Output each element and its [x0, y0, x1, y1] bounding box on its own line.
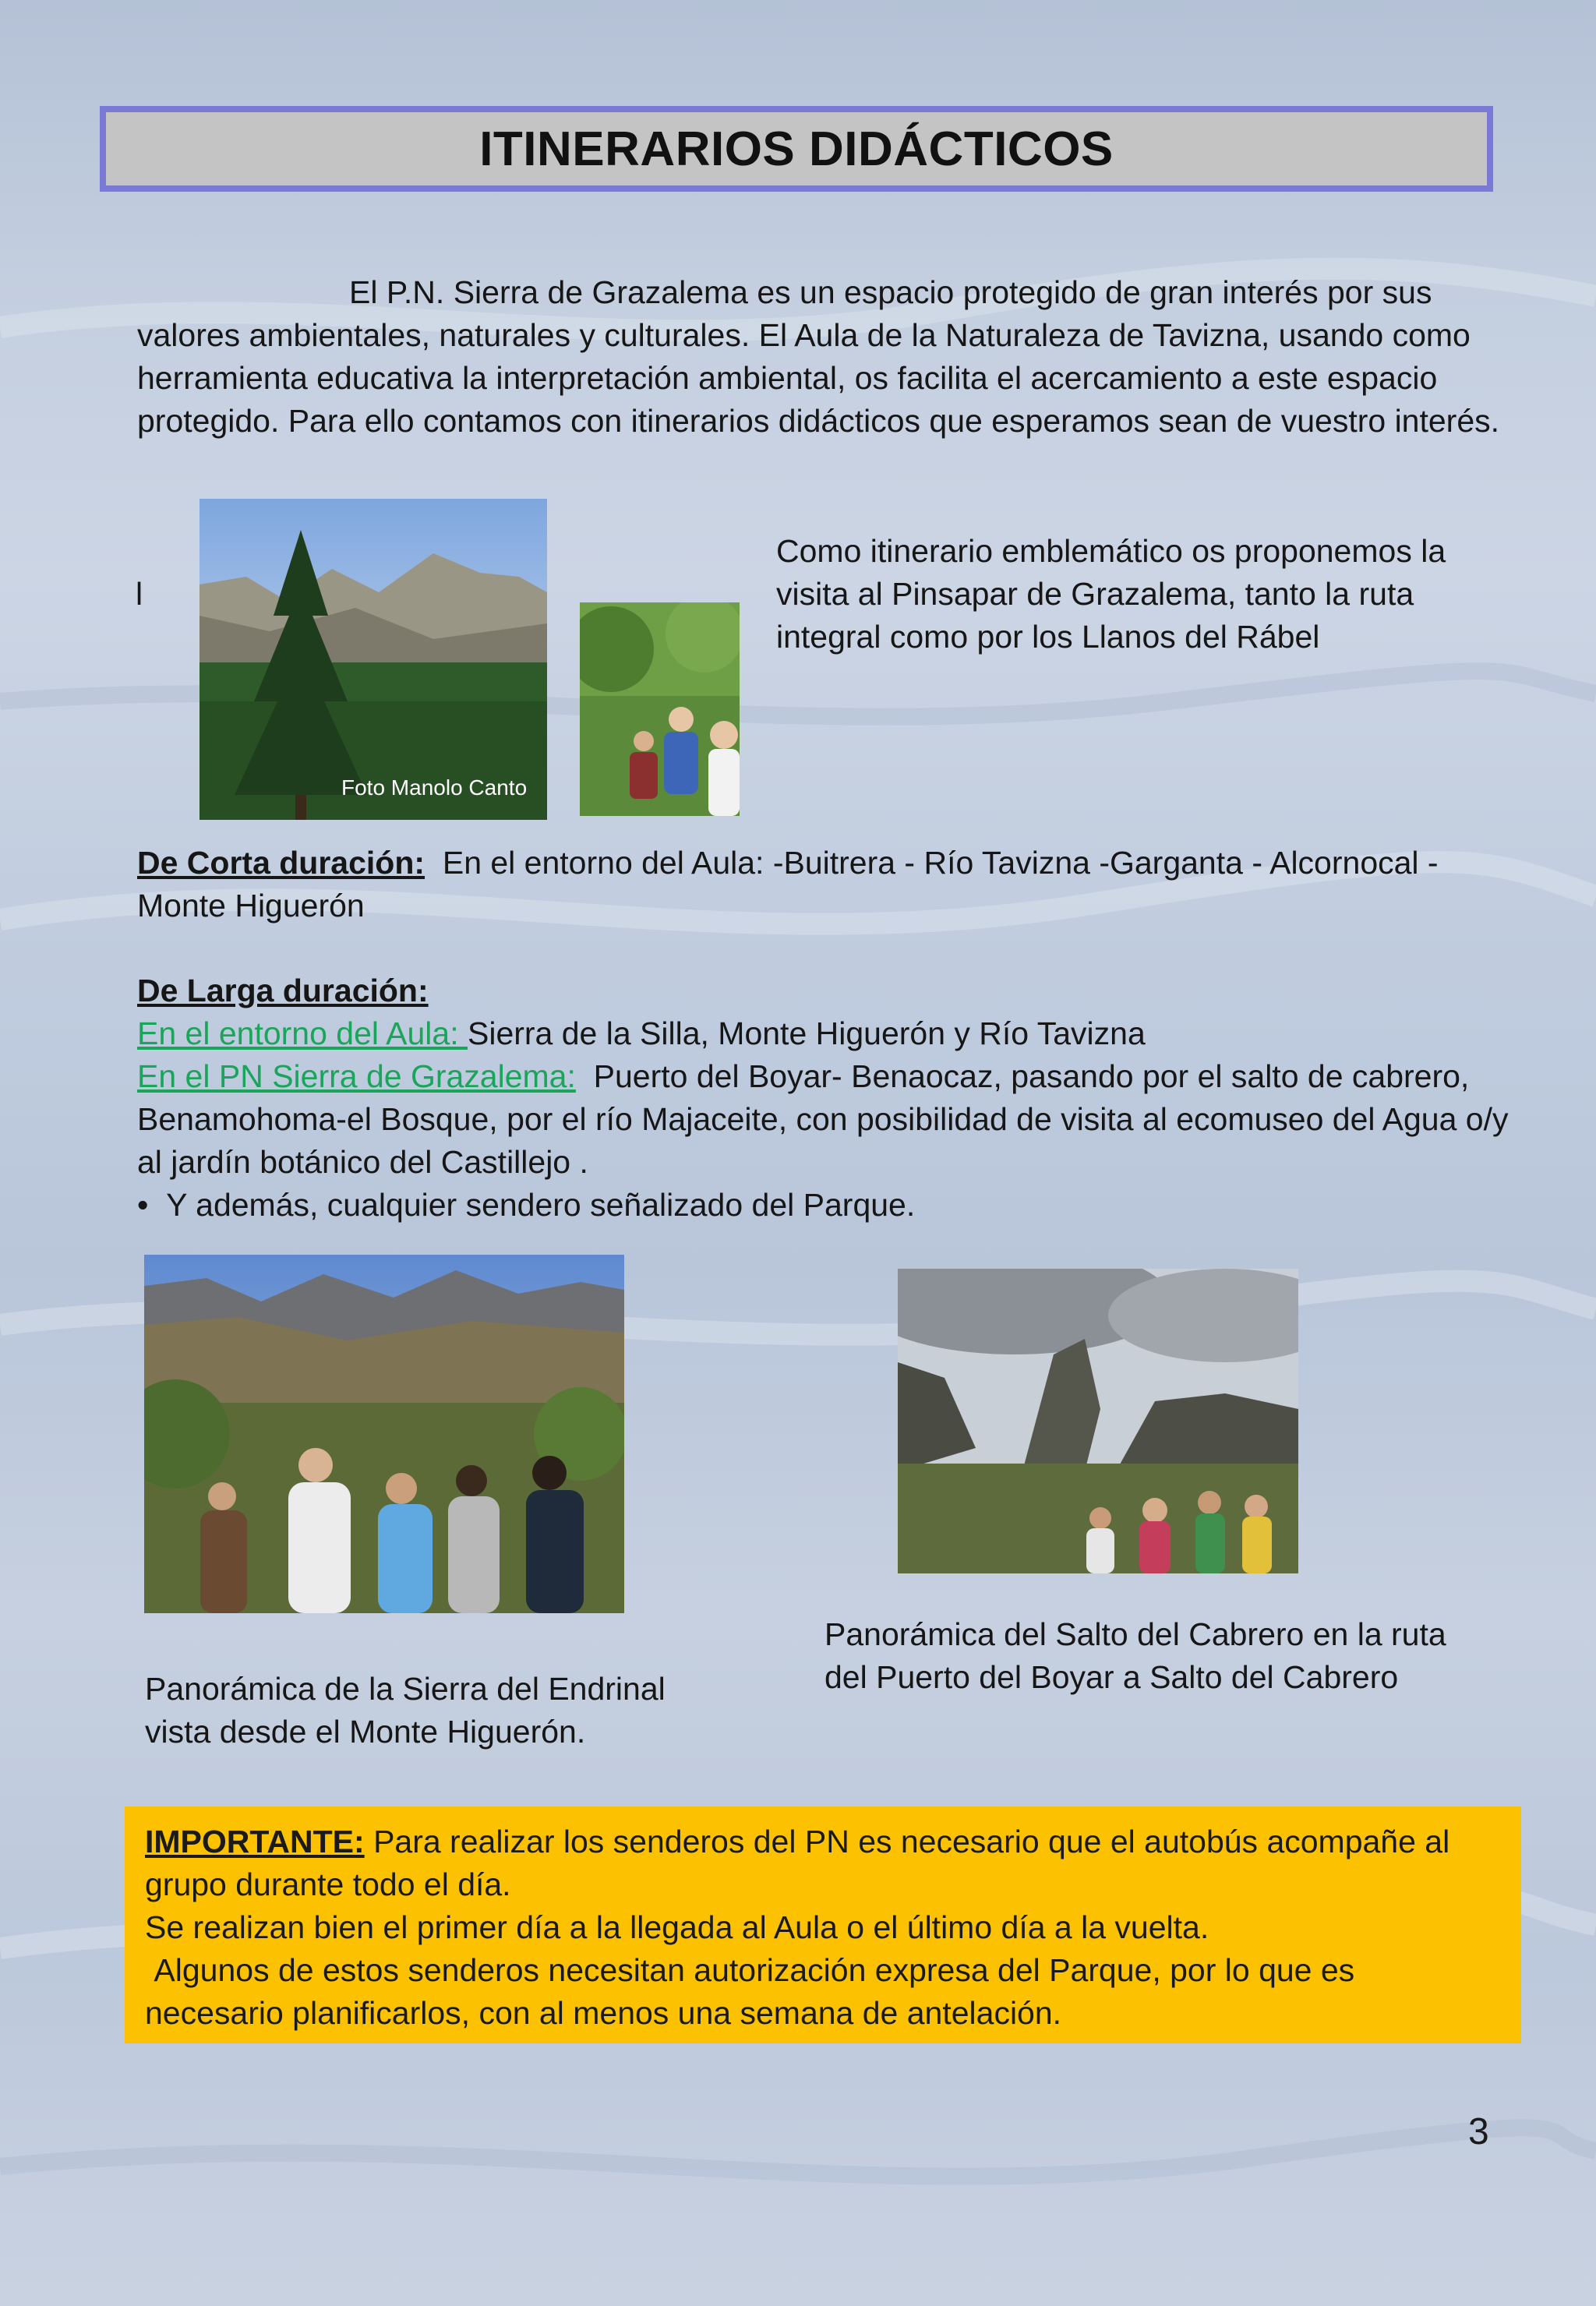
pinsapo-photo — [200, 499, 547, 820]
important-line-2: Se realizan bien el primer día a la llegada al Aula o el último día a la vuelta. — [145, 1909, 1209, 1945]
important-line-1: Para realizar los senderos del PN es necesario que el autobús acompañe al grupo durante todo el día. — [145, 1824, 1450, 1902]
stray-character: l — [136, 576, 143, 612]
title-banner — [100, 106, 1493, 192]
photo-credit: Foto Manolo Canto — [341, 775, 528, 800]
aula-surroundings-link[interactable]: En el entorno del Aula: — [137, 1015, 468, 1051]
important-label: IMPORTANTE: — [145, 1824, 365, 1859]
short-duration-section — [137, 842, 1517, 927]
bullet-icon: • — [137, 1187, 149, 1223]
short-duration-label: De Corta duración: — [137, 845, 425, 881]
bullet-text: Y además, cualquier sendero señalizado del Parque. — [166, 1187, 916, 1223]
salto-cabrero-photo — [898, 1269, 1298, 1573]
intro-paragraph: El P.N. Sierra de Grazalema es un espacio protegido de gran interés por sus valores ambientales, naturales y culturales. El Aula de la Naturaleza de Tavizna, usando como herramienta educativa la interpretación ambiental, os facilita el acercamiento a este espacio protegido. Para ello contamos con itinerarios didácticos que esperamos sean de vuestro interés. — [137, 274, 1500, 439]
sierra-grazalema-link[interactable]: En el PN Sierra de Grazalema: — [137, 1058, 576, 1094]
important-notice — [125, 1806, 1521, 2043]
page-title: ITINERARIOS DIDÁCTICOS — [479, 122, 1114, 176]
page-number: 3 — [1468, 2111, 1489, 2152]
short-duration-text: En el entorno del Aula: -Buitrera - Río Tavizna -Garganta - Alcornocal - Monte Higuerón — [137, 845, 1439, 923]
important-line-3: Algunos de estos senderos necesitan autorización expresa del Parque, por lo que es necesario planificarlos, con al menos una semana de antelación. — [145, 1952, 1355, 2031]
sierra-grazalema-text: Puerto del Boyar- Benaocaz, pasando por el salto de cabrero, Benamohoma-el Bosque, por el río Majaceite, con posibilidad de visita al ecomuseo del Agua o/y al jardín botánico del Castillejo . — [137, 1058, 1509, 1180]
long-duration-label: De Larga duración: — [137, 973, 429, 1008]
caption-salto-cabrero: Panorámica del Salto del Cabrero en la ruta del Puerto del Boyar a Salto del Cabrero — [824, 1616, 1446, 1695]
bullet-item — [137, 1184, 1517, 1227]
emblematic-route-text: Como itinerario emblemático os proponemos la visita al Pinsapar de Grazalema, tanto la ruta integral como por los Llanos del Rábel — [776, 533, 1446, 655]
group-forest-photo — [580, 602, 740, 816]
long-duration-section — [137, 969, 1517, 1227]
caption-endrinal: Panorámica de la Sierra del Endrinal vista desde el Monte Higuerón. — [145, 1671, 666, 1750]
endrinal-panorama-photo — [144, 1255, 624, 1613]
aula-surroundings-text: Sierra de la Silla, Monte Higuerón y Río Tavizna — [467, 1015, 1146, 1051]
